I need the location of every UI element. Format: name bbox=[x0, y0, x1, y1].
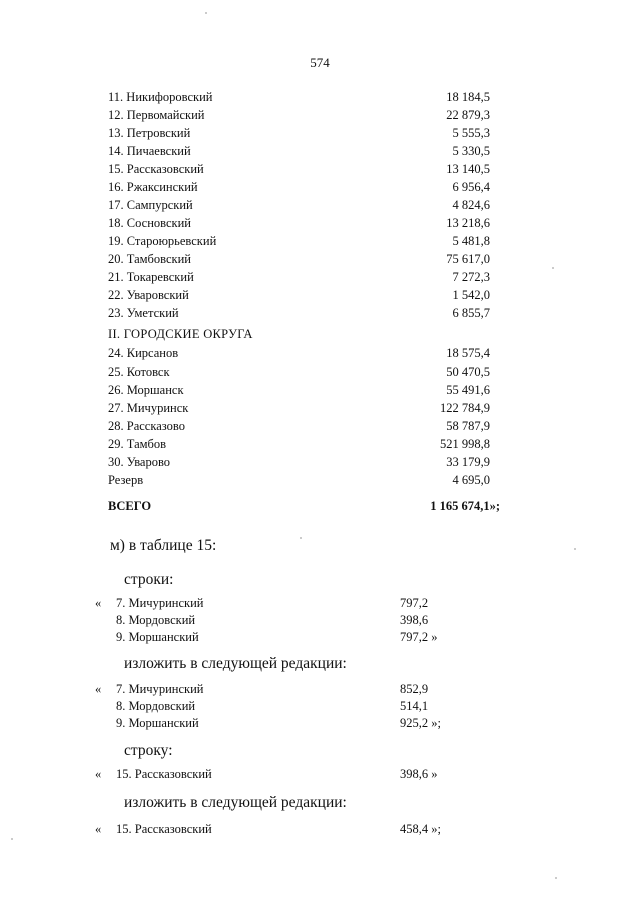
replace-label: изложить в следующей редакции: bbox=[124, 655, 347, 672]
district-value: 13 140,5 bbox=[446, 162, 490, 176]
district-name: 21. Токаревский bbox=[108, 270, 194, 284]
table-row bbox=[0, 699, 640, 717]
district-name: 9. Моршанский bbox=[116, 630, 199, 644]
district-name: 7. Мичуринский bbox=[116, 596, 204, 610]
city-name: 29. Тамбов bbox=[108, 437, 167, 451]
total-row bbox=[0, 499, 640, 517]
table-row bbox=[0, 716, 640, 734]
district-name: 23. Уметский bbox=[108, 306, 179, 320]
district-name: 11. Никифоровский bbox=[108, 90, 213, 104]
table-row bbox=[0, 613, 640, 631]
rows-label: строки: bbox=[124, 571, 174, 588]
district-value: 4 824,6 bbox=[452, 198, 490, 212]
district-value: 7 272,3 bbox=[452, 270, 490, 284]
table-row bbox=[0, 198, 640, 216]
district-name: 7. Мичуринский bbox=[116, 682, 204, 696]
city-name: 26. Моршанск bbox=[108, 383, 184, 397]
scan-speck bbox=[300, 537, 302, 539]
district-name: 20. Тамбовский bbox=[108, 252, 191, 266]
table-row bbox=[0, 365, 640, 383]
table-row bbox=[0, 682, 640, 700]
district-value: 13 218,6 bbox=[446, 216, 490, 230]
page-number: 574 bbox=[310, 55, 330, 70]
table-row bbox=[0, 108, 640, 126]
district-name: 19. Староюрьевский bbox=[108, 234, 217, 248]
district-name: 14. Пичаевский bbox=[108, 144, 191, 158]
table-row bbox=[0, 437, 640, 455]
table15-intro: м) в таблице 15: bbox=[110, 537, 217, 554]
table-row bbox=[0, 162, 640, 180]
city-value: 33 179,9 bbox=[446, 455, 490, 469]
district-name: 12. Первомайский bbox=[108, 108, 205, 122]
district-value: 22 879,3 bbox=[446, 108, 490, 122]
table-row bbox=[0, 216, 640, 234]
table-row bbox=[0, 180, 640, 198]
table-row bbox=[0, 630, 640, 648]
table-row bbox=[0, 596, 640, 614]
table-row bbox=[0, 401, 640, 419]
table-row bbox=[0, 252, 640, 270]
table-row bbox=[0, 234, 640, 252]
district-value: 5 481,8 bbox=[452, 234, 490, 248]
district-value: 18 184,5 bbox=[446, 90, 490, 104]
district-value: 398,6 bbox=[400, 613, 429, 627]
table-row bbox=[0, 473, 640, 491]
district-name: 8. Мордовский bbox=[116, 699, 196, 713]
district-value: 75 617,0 bbox=[446, 252, 490, 266]
scan-speck bbox=[205, 12, 207, 14]
district-value: 458,4 »; bbox=[400, 822, 441, 836]
table-row bbox=[0, 767, 640, 785]
table-row bbox=[0, 90, 640, 108]
total-label: ВСЕГО bbox=[108, 499, 152, 513]
reserve-value: 4 695,0 bbox=[452, 473, 490, 487]
scan-speck bbox=[574, 548, 576, 550]
table-row bbox=[0, 144, 640, 162]
city-name: 30. Уварово bbox=[108, 455, 171, 469]
city-name: 25. Котовск bbox=[108, 365, 170, 379]
district-value: 514,1 bbox=[400, 699, 429, 713]
table-row bbox=[0, 419, 640, 437]
district-value: 1 542,0 bbox=[452, 288, 490, 302]
table-row bbox=[0, 346, 640, 364]
reserve-label: Резерв bbox=[108, 473, 144, 487]
open-quote: « bbox=[95, 682, 102, 696]
district-name: 18. Сосновский bbox=[108, 216, 191, 230]
district-value: 5 555,3 bbox=[452, 126, 490, 140]
open-quote: « bbox=[95, 822, 102, 836]
table-row bbox=[0, 270, 640, 288]
scan-speck bbox=[555, 877, 557, 879]
open-quote: « bbox=[95, 767, 102, 781]
district-name: 15. Рассказовский bbox=[116, 767, 212, 781]
district-name: 8. Мордовский bbox=[116, 613, 196, 627]
district-name: 15. Рассказовский bbox=[108, 162, 204, 176]
table-row bbox=[0, 383, 640, 401]
total-value: 1 165 674,1»; bbox=[430, 499, 500, 513]
scan-speck bbox=[11, 838, 13, 840]
district-value: 398,6 » bbox=[400, 767, 438, 781]
district-name: 13. Петровский bbox=[108, 126, 191, 140]
row-label: строку: bbox=[124, 742, 173, 759]
city-name: 24. Кирсанов bbox=[108, 346, 179, 360]
district-name: 17. Сампурский bbox=[108, 198, 193, 212]
city-value: 58 787,9 bbox=[446, 419, 490, 433]
table-row bbox=[0, 822, 640, 840]
district-name: 9. Моршанский bbox=[116, 716, 199, 730]
district-value: 797,2 bbox=[400, 596, 429, 610]
table-row bbox=[0, 306, 640, 324]
city-value: 55 491,6 bbox=[446, 383, 490, 397]
table-row bbox=[0, 126, 640, 144]
district-name: 15. Рассказовский bbox=[116, 822, 212, 836]
replace-label-2: изложить в следующей редакции: bbox=[124, 794, 347, 811]
city-value: 521 998,8 bbox=[440, 437, 490, 451]
city-name: 28. Рассказово bbox=[108, 419, 185, 433]
district-value: 5 330,5 bbox=[452, 144, 490, 158]
district-name: 16. Ржаксинский bbox=[108, 180, 198, 194]
district-name: 22. Уваровский bbox=[108, 288, 189, 302]
open-quote: « bbox=[95, 596, 102, 610]
district-value: 925,2 »; bbox=[400, 716, 441, 730]
city-value: 122 784,9 bbox=[440, 401, 490, 415]
scan-speck bbox=[552, 267, 554, 269]
table-row bbox=[0, 288, 640, 306]
district-value: 852,9 bbox=[400, 682, 429, 696]
district-value: 6 956,4 bbox=[452, 180, 490, 194]
city-value: 50 470,5 bbox=[446, 365, 490, 379]
section-heading: II. ГОРОДСКИЕ ОКРУГА bbox=[108, 327, 253, 341]
district-value: 797,2 » bbox=[400, 630, 438, 644]
city-value: 18 575,4 bbox=[446, 346, 490, 360]
district-value: 6 855,7 bbox=[452, 306, 490, 320]
table-row bbox=[0, 455, 640, 473]
city-name: 27. Мичуринск bbox=[108, 401, 189, 415]
